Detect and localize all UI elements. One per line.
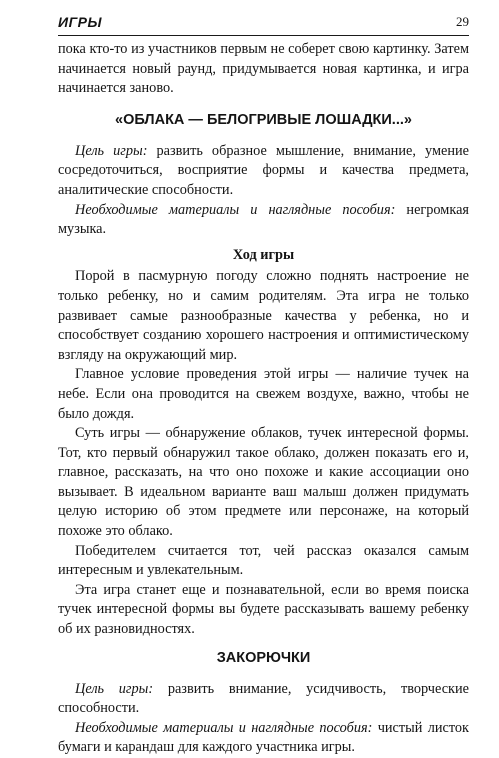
game1-goal-text: развить образное мышление, внимание, умение сосредоточиться, восприятие формы и качества предмета, аналитические способности. — [58, 142, 469, 198]
game2-goal-label: Цель игры: — [75, 680, 154, 697]
header-rule — [58, 35, 469, 36]
game1-title: «ОБЛАКА — БЕЛОГРИВЫЕ ЛОШАДКИ...» — [115, 111, 412, 128]
game1-paragraph: Победителем считается тот, чей рассказ оказался самым интересным и увлекательным. — [58, 542, 469, 579]
game1-paragraph: Главное условие проведения этой игры — наличие тучек на небе. Если она проводится на свежем воздухе, важно, чтобы не было дождя. — [58, 366, 469, 422]
game2-goal-text: развить внимание, усидчивость, творческие способности. — [58, 680, 469, 717]
game2-title: ЗАКОРЮЧКИ — [216, 649, 311, 666]
game1-paragraph: Эта игра станет еще и познавательной, если во время поиска тучек интересной формы вы будете рассказывать вашему ребенку об их разновидностях. — [58, 581, 469, 638]
game2-goal — [58, 680, 469, 719]
game2-materials-text: чистый листок бумаги и карандаш для каждого участника игры. — [58, 719, 469, 756]
game2-materials — [58, 719, 469, 758]
game1-goal-label: Цель игры: — [75, 142, 148, 159]
game2-materials-label: Необходимые материалы и наглядные пособия: — [75, 719, 373, 736]
game1-paragraph: Суть игры — обнаружение облаков, тучек интересной формы. Тот, кто первый обнаружил такое облако, должен показать его и, главное, рассказать, на что оно похоже и какие ассоциации оно вызывает. В идеальном варианте ваш малыш должен придумать целую историю об этом предмете или персонаже, на который похоже это облако. — [58, 425, 469, 540]
intro-paragraph: пока кто-то из участников первым не соберет свою картинку. Затем начинается новый раунд, придумывается новая картинка, и игра начинается заново. — [58, 41, 469, 97]
page-number: 29 — [456, 14, 469, 29]
game1-procedure-title: Ход игры — [232, 246, 295, 263]
page-body — [58, 40, 469, 758]
running-header — [58, 14, 469, 36]
section-title: ИГРЫ — [58, 14, 102, 30]
game1-goal — [58, 142, 469, 201]
game1-paragraph: Порой в пасмурную погоду сложно поднять настроение не только ребенку, но и самим родителям. Эта игра не только развивает самые разнообразные качества у ребенка, но и способствует созданию хорошего настроения и оптимистическому взгляду на окружающий мир. — [58, 268, 469, 363]
game1-materials-label: Необходимые материалы и наглядные пособия: — [75, 201, 396, 218]
game1-materials — [58, 201, 469, 240]
game1-materials-text: негромкая музыка. — [58, 201, 469, 238]
